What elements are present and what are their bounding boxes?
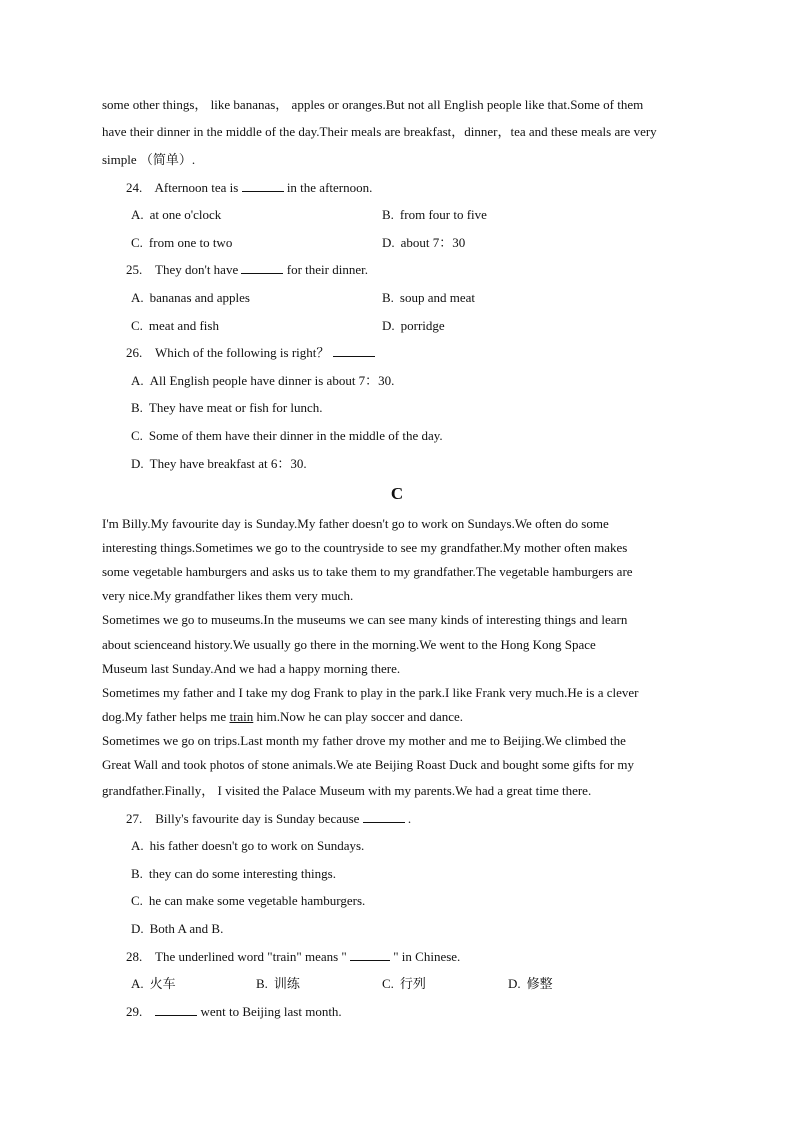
option-letter: D. (131, 456, 144, 471)
option-a[interactable] (131, 289, 250, 307)
passage-line: Great Wall and took photos of stone animals.We ate Beijing Roast Duck and bought some gifts for my (102, 757, 635, 772)
question-text: They don't have (155, 262, 239, 277)
option-letter: D. (382, 318, 395, 333)
passage-line (102, 708, 463, 726)
passage-line: Sometimes we go to museums.In the museums we can see many kinds of interesting things and learn (102, 612, 628, 627)
option-d[interactable] (382, 234, 465, 252)
option-b[interactable] (382, 289, 475, 307)
option-letter: B. (256, 976, 268, 991)
option-letter: C. (131, 428, 143, 443)
passage-line: some vegetable hamburgers and asks us to take them to my grandfather.The vegetable hamburgers are (102, 564, 633, 579)
option-text: bananas and apples (149, 290, 250, 305)
option-text: about 7：30 (400, 235, 466, 250)
option-text: porridge (400, 318, 445, 333)
option-letter: A. (131, 207, 144, 222)
option-letter: B. (131, 400, 143, 415)
option-text: his father doesn't go to work on Sundays. (149, 838, 365, 853)
option-text: meat and fish (148, 318, 219, 333)
option-letter: D. (131, 921, 144, 936)
passage-line: Museum last Sunday.And we had a happy morning there. (102, 661, 401, 676)
question-25 (126, 261, 368, 279)
option-text: 训练 (273, 976, 300, 991)
option-text: at one o'clock (149, 207, 222, 222)
option-text: from four to five (399, 207, 487, 222)
text: dog.My father helps me (102, 709, 230, 724)
question-26 (126, 344, 375, 362)
answer-blank[interactable] (363, 810, 405, 823)
option-c[interactable] (131, 892, 365, 910)
option-text: he can make some vegetable hamburgers. (148, 893, 366, 908)
option-letter: C. (131, 318, 143, 333)
option-a[interactable] (131, 975, 176, 993)
passage-line: I'm Billy.My favourite day is Sunday.My father doesn't go to work on Sundays.We often do some (102, 516, 609, 531)
option-b[interactable] (382, 206, 487, 224)
option-a[interactable] (131, 372, 394, 390)
option-letter: B. (382, 290, 394, 305)
option-text: 修整 (526, 976, 553, 991)
option-c[interactable] (131, 317, 219, 335)
passage-line: simple （简单）. (102, 152, 196, 167)
option-text: They have breakfast at 6：30. (149, 456, 307, 471)
passage-line: have their dinner in the middle of the day.Their meals are breakfast，dinner，tea and these meals are very (102, 124, 657, 139)
option-b[interactable] (256, 975, 300, 993)
option-d[interactable] (131, 920, 223, 938)
passage-line: Sometimes we go on trips.Last month my father drove my mother and me to Beijing.We climbed the (102, 733, 626, 748)
question-text: . (407, 811, 412, 826)
option-text: Both A and B. (149, 921, 224, 936)
passage-line: about scienceand history.We usually go there in the morning.We went to the Hong Kong Space (102, 637, 596, 652)
option-letter: C. (131, 893, 143, 908)
answer-blank[interactable] (242, 179, 284, 192)
question-number: 26. (126, 345, 143, 360)
question-text: Which of the following is right？ (155, 345, 330, 360)
passage-line: grandfather.Finally， I visited the Palace Museum with my parents.We had a great time there. (102, 783, 592, 798)
option-d[interactable] (382, 317, 445, 335)
option-text: soup and meat (399, 290, 476, 305)
option-letter: C. (382, 976, 394, 991)
option-letter: D. (382, 235, 395, 250)
option-text: from one to two (148, 235, 233, 250)
option-letter: B. (382, 207, 394, 222)
answer-blank[interactable] (350, 948, 390, 961)
option-letter: A. (131, 290, 144, 305)
option-c[interactable] (131, 234, 232, 252)
question-number: 25. (126, 262, 143, 277)
option-d[interactable] (131, 455, 307, 473)
option-letter: A. (131, 838, 144, 853)
option-a[interactable] (131, 837, 364, 855)
question-text: Afternoon tea is (154, 180, 239, 195)
question-29 (126, 1003, 342, 1021)
question-text: Billy's favourite day is Sunday because (155, 811, 360, 826)
passage-line: Sometimes my father and I take my dog Frank to play in the park.I like Frank very much.He is a clever (102, 685, 639, 700)
underlined-word: train (229, 709, 254, 724)
passage-line: very nice.My grandfather likes them very much. (102, 588, 354, 603)
text: him.Now he can play soccer and dance. (253, 709, 464, 724)
question-number: 24. (126, 180, 143, 195)
passage-line: interesting things.Sometimes we go to the countryside to see my grandfather.My mother often makes (102, 540, 628, 555)
option-c[interactable] (131, 427, 443, 445)
option-d[interactable] (508, 975, 553, 993)
option-text: They have meat or fish for lunch. (148, 400, 323, 415)
question-text: went to Beijing last month. (200, 1004, 342, 1019)
answer-blank[interactable] (333, 344, 375, 357)
option-letter: A. (131, 976, 144, 991)
option-letter: D. (508, 976, 521, 991)
option-text: 火车 (149, 976, 176, 991)
option-c[interactable] (382, 975, 426, 993)
question-text: for their dinner. (286, 262, 368, 277)
option-text: 行列 (399, 976, 426, 991)
question-28 (126, 948, 460, 966)
option-text: Some of them have their dinner in the middle of the day. (148, 428, 443, 443)
question-number: 29. (126, 1004, 143, 1019)
question-24 (126, 179, 372, 197)
option-b[interactable] (131, 865, 336, 883)
option-letter: B. (131, 866, 143, 881)
question-text: " in Chinese. (393, 949, 461, 964)
question-text: The underlined word "train" means " (155, 949, 347, 964)
option-b[interactable] (131, 399, 323, 417)
option-text: they can do some interesting things. (148, 866, 336, 881)
question-text: in the afternoon. (286, 180, 373, 195)
answer-blank[interactable] (241, 261, 283, 274)
option-letter: A. (131, 373, 144, 388)
answer-blank[interactable] (155, 1003, 197, 1016)
question-number: 28. (126, 949, 143, 964)
question-27 (126, 810, 411, 828)
option-letter: C. (131, 235, 143, 250)
option-text: All English people have dinner is about 7：30. (149, 373, 395, 388)
option-a[interactable] (131, 206, 221, 224)
section-title: C (390, 484, 404, 503)
passage-line: some other things， like bananas， apples or oranges.But not all English people like that.Some of them (102, 97, 644, 112)
question-number: 27. (126, 811, 143, 826)
